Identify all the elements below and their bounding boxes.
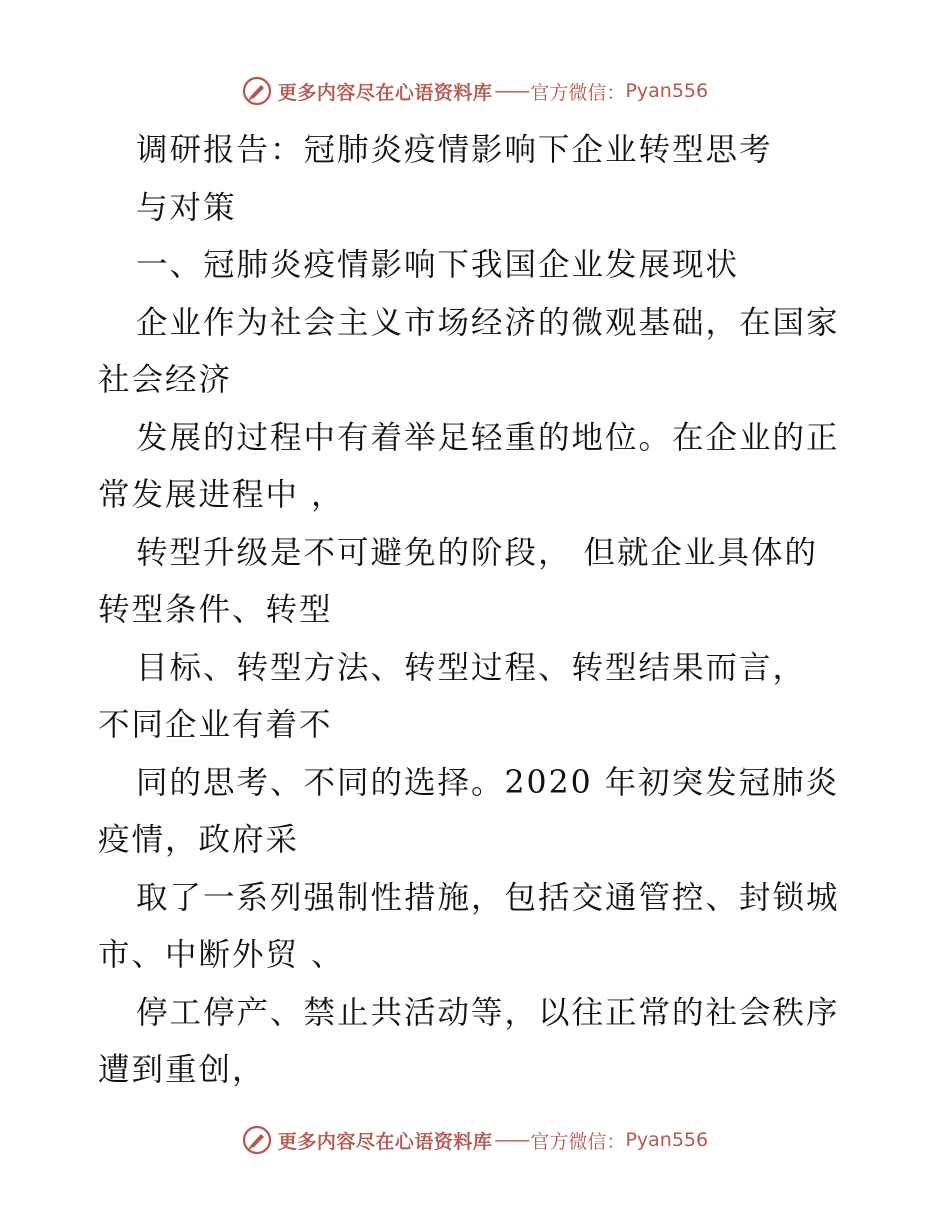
text-line: 停工停产、禁止共活动等，以往正常的社会秩序 [136, 994, 840, 1031]
text-line: 目标、转型方法、转型过程、转型结果而言， [136, 649, 807, 686]
pen-logo-icon [242, 1125, 272, 1155]
text-line: 调研报告：冠肺炎疫情影响下企业转型思考 [136, 132, 773, 168]
text-line: 遭到重创， [98, 1052, 266, 1088]
text-line: 取了一系列强制性措施，包括交通管控、封锁城 [136, 879, 840, 916]
watermark-wechat-label: 官方微信： [530, 81, 626, 104]
header-watermark [0, 71, 950, 111]
text-line: 与对策 [136, 189, 237, 226]
text-line: 转型条件、转型 [98, 592, 333, 628]
text-line: 疫情，政府采 [98, 822, 300, 858]
watermark-wechat-label: 官方微信： [530, 1130, 626, 1153]
footer-watermark [0, 1120, 950, 1160]
watermark-wechat-id: Pyan556 [625, 1129, 709, 1151]
text-line: 一、冠肺炎疫情影响下我国企业发展现状 [136, 247, 740, 283]
watermark-dash: —— [494, 80, 529, 102]
text-line: 市、中断外贸 、 [98, 937, 345, 973]
text-line: 不同企业有着不 [98, 707, 333, 743]
text-line: 同的思考、不同的选择。2020 年初突发冠肺炎 [136, 764, 840, 801]
text-line: 常发展进程中 ， [98, 477, 345, 513]
text-line: 企业作为社会主义市场经济的微观基础，在国家 [136, 304, 840, 341]
watermark-dash: —— [494, 1129, 529, 1151]
watermark-site-text: 更多内容尽在心语资料库 [277, 81, 493, 104]
document-body [98, 122, 878, 1100]
text-line: 转型升级是不可避免的阶段， 但就企业具体的 [136, 534, 819, 571]
pen-logo-icon [242, 76, 272, 106]
text-line: 社会经济 [98, 362, 233, 398]
text-line: 发展的过程中有着举足轻重的地位。在企业的正 [136, 419, 840, 456]
watermark-site-text: 更多内容尽在心语资料库 [277, 1130, 493, 1153]
watermark-wechat-id: Pyan556 [625, 80, 709, 102]
